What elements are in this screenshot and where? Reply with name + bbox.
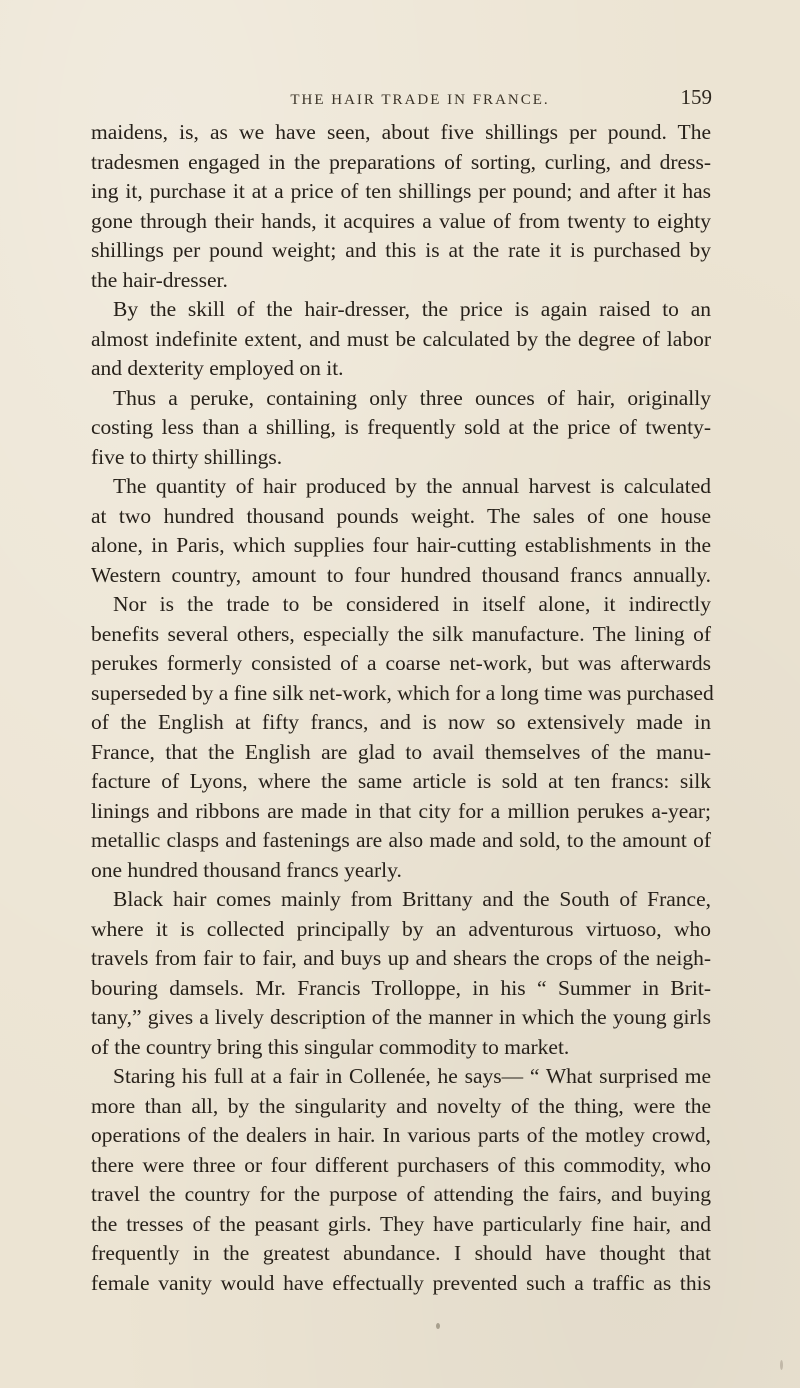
text-line: the hair-dresser. [91, 267, 228, 292]
text-line: female vanity would have effectually prevented such a traffic as this [91, 1270, 711, 1295]
text-line: France, that the English are glad to avail themselves of the manu- [91, 739, 711, 764]
text-line: facture of Lyons, where the same article is sold at ten francs: silk [91, 769, 711, 793]
running-head [0, 0, 800, 120]
text-line: there were three or four different purchasers of this commodity, who [91, 1152, 711, 1177]
text-line: shillings per pound weight; and this is at the rate it is purchased by [91, 238, 711, 262]
text-line: The quantity of hair produced by the annual harvest is calculated [113, 474, 711, 498]
text-line: Western country, amount to four hundred thousand francs annually. [91, 562, 711, 587]
text-line: travel the country for the purpose of attending the fairs, and buying [91, 1182, 711, 1206]
text-line: five to thirty shillings. [91, 444, 283, 469]
text-line: gone through their hands, it acquires a value of from twenty to eighty [91, 208, 711, 233]
text-line: Black hair comes mainly from Brittany and the South of France, [113, 887, 711, 911]
text-line: linings and ribbons are made in that city for a million perukes a-year; [91, 798, 711, 823]
text-line: Staring his full at a fair in Collenée, he says— “ What surprised me [113, 1064, 711, 1088]
text-line: costing less than a shilling, is frequently sold at the price of twenty- [91, 415, 711, 439]
text-line: and dexterity employed on it. [91, 356, 344, 380]
text-line: frequently in the greatest abundance. I should have thought that [91, 1241, 711, 1265]
text-line: at two hundred thousand pounds weight. The sales of one house [91, 503, 711, 528]
running-title: THE HAIR TRADE IN FRANCE. [290, 92, 550, 108]
paper-speck [780, 1360, 783, 1370]
text-line: more than all, by the singularity and novelty of the thing, were the [91, 1093, 711, 1118]
paper-speck [436, 1323, 440, 1329]
text-line: alone, in Paris, which supplies four hair-cutting establishments in the [91, 533, 711, 557]
text-line: operations of the dealers in hair. In various parts of the motley crowd, [91, 1123, 711, 1147]
text-line: Thus a peruke, containing only three ounces of hair, originally [113, 385, 711, 410]
text-line: By the skill of the hair-dresser, the price is again raised to an [113, 297, 711, 321]
text-line: tany,” gives a lively description of the manner in which the young girls [91, 1005, 711, 1029]
text-line: ing it, purchase it at a price of ten shillings per pound; and after it has [91, 179, 711, 203]
text-line: the tresses of the peasant girls. They have particularly fine hair, and [91, 1211, 711, 1236]
text-line: maidens, is, as we have seen, about five shillings per pound. The [91, 120, 711, 144]
text-line: tradesmen engaged in the preparations of sorting, curling, and dress- [91, 149, 711, 174]
text-line: perukes formerly consisted of a coarse net-work, but was afterwards [91, 651, 711, 675]
text-line: of the English at fifty francs, and is now so extensively made in [91, 710, 711, 734]
text-line: Nor is the trade to be considered in itself alone, it indirectly [113, 592, 711, 616]
text-line: travels from fair to fair, and buys up and shears the crops of the neigh- [91, 946, 711, 970]
text-line: of the country bring this singular commodity to market. [91, 1034, 570, 1059]
text-line: benefits several others, especially the silk manufacture. The lining of [91, 621, 711, 646]
text-line: one hundred thousand francs yearly. [91, 857, 402, 882]
page-number: 159 [680, 85, 712, 109]
text-line: metallic clasps and fastenings are also made and sold, to the amount of [91, 828, 711, 852]
text-line: where it is collected principally by an adventurous virtuoso, who [91, 916, 711, 941]
text-line: bouring damsels. Mr. Francis Trolloppe, in his “ Summer in Brit- [91, 975, 711, 1000]
body-text [91, 118, 714, 1298]
text-line: superseded by a fine silk net-work, which for a long time was purchased [91, 680, 714, 705]
text-line: almost indefinite extent, and must be calculated by the degree of labor [91, 326, 711, 351]
